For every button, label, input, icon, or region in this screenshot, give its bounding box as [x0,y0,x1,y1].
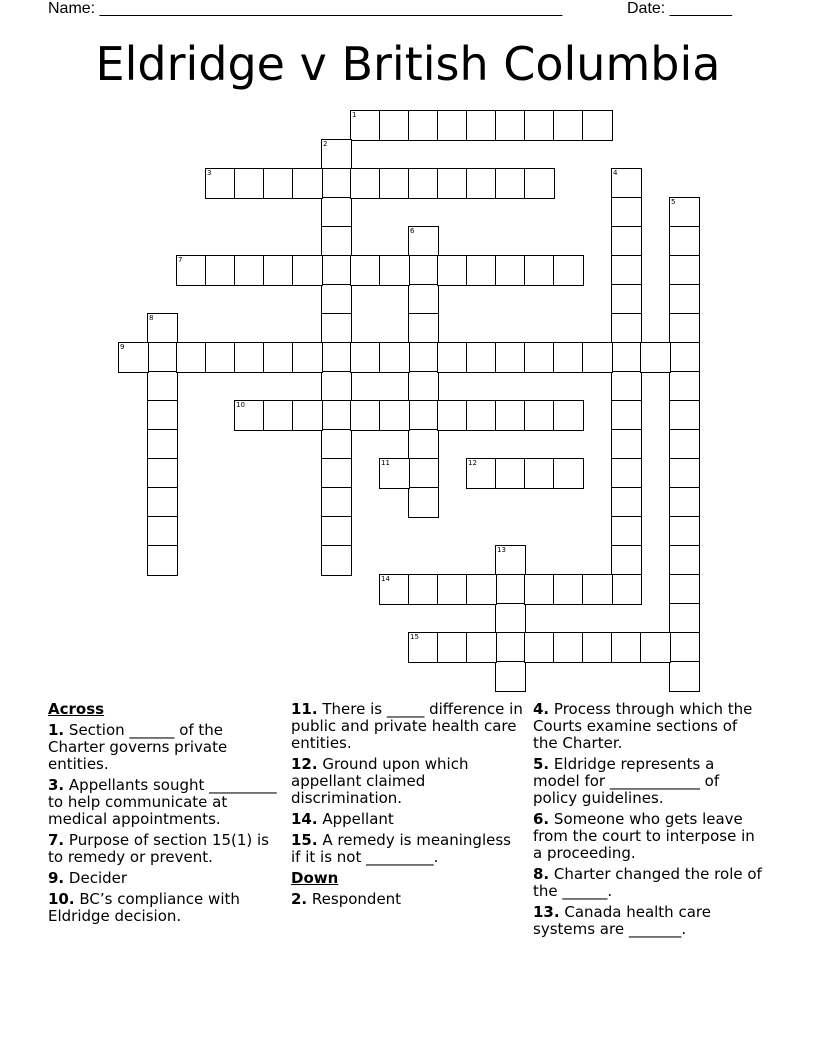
grid-cell[interactable] [437,110,468,141]
grid-cell[interactable] [379,255,410,286]
grid-cell[interactable] [321,313,352,344]
clue-across-1: 1. Section ______ of the Charter governs private entities. [48,721,228,773]
grid-cell[interactable] [408,574,439,605]
cell-number: 10 [236,401,245,409]
grid-cell[interactable] [437,632,468,663]
cell-number: 9 [120,343,125,351]
grid-cell[interactable] [321,226,352,257]
grid-cell[interactable] [408,226,439,257]
puzzle-title: Eldridge v British Columbia [95,37,721,91]
cell-number: 5 [671,198,676,206]
grid-cell[interactable] [350,400,381,431]
grid-cell[interactable] [669,429,700,460]
down-heading: Down [291,869,339,887]
grid-cell[interactable] [118,342,149,373]
clue-across-9: 9. Decider [48,869,128,887]
grid-cell[interactable] [176,255,207,286]
grid-cell[interactable] [524,342,555,373]
grid-cell[interactable] [205,168,236,199]
grid-cell[interactable] [669,197,700,228]
name-field-label: Name: ____________________________________________________ [48,0,563,17]
grid-cell[interactable] [669,458,700,489]
cell-number: 12 [468,459,477,467]
grid-cell[interactable] [408,429,439,460]
grid-cell[interactable] [669,516,700,547]
grid-cell[interactable] [350,255,381,286]
grid-cell[interactable] [321,487,352,518]
clue-down-4: 4. Process through which the Courts examine sections of the Charter. [533,700,753,752]
grid-cell[interactable] [321,458,352,489]
grid-cell[interactable] [321,284,352,315]
grid-cell[interactable] [669,255,700,286]
grid-cell[interactable] [611,487,642,518]
grid-cell[interactable] [263,400,294,431]
grid-cell[interactable] [553,458,584,489]
grid-cell[interactable] [321,371,352,402]
grid-cell[interactable] [437,574,468,605]
cell-number: 3 [207,169,212,177]
clue-down-6: 6. Someone who gets leave from the court to interpose in a proceeding. [533,810,755,862]
grid-cell[interactable] [379,342,410,373]
grid-cell[interactable] [263,255,294,286]
clues-column-1 [48,701,282,929]
grid-cell[interactable] [234,255,265,286]
grid-cell[interactable] [611,545,642,576]
grid-cell[interactable] [553,342,584,373]
grid-cell[interactable] [611,632,642,663]
grid-cell[interactable] [466,255,497,286]
clues-column-2 [291,701,525,912]
grid-cell[interactable] [147,429,178,460]
grid-cell[interactable] [408,458,439,489]
clue-across-12: 12. Ground upon which appellant claimed discrimination. [291,755,469,807]
clues-column-3 [533,701,763,942]
cell-number: 8 [149,314,154,322]
clue-across-10: 10. BC’s compliance with Eldridge decision. [48,890,240,925]
grid-cell[interactable] [553,255,584,286]
across-heading: Across [48,700,105,718]
grid-cell[interactable] [495,603,526,634]
cell-number: 6 [410,227,415,235]
grid-cell[interactable] [495,342,526,373]
cell-number: 2 [323,140,328,148]
grid-cell[interactable] [147,342,178,373]
grid-cell[interactable] [176,342,207,373]
cell-number: 1 [352,111,357,119]
grid-cell[interactable] [669,603,700,634]
grid-cell[interactable] [437,400,468,431]
grid-cell[interactable] [495,110,526,141]
grid-cell[interactable] [350,168,381,199]
grid-cell[interactable] [495,400,526,431]
grid-cell[interactable] [379,168,410,199]
cell-number: 7 [178,256,183,264]
grid-cell[interactable] [234,400,265,431]
grid-cell[interactable] [147,545,178,576]
grid-cell[interactable] [437,255,468,286]
grid-cell[interactable] [553,400,584,431]
grid-cell[interactable] [495,545,526,576]
grid-cell[interactable] [669,400,700,431]
grid-cell[interactable] [379,458,410,489]
grid-cell[interactable] [611,400,642,431]
grid-cell[interactable] [379,574,410,605]
cell-number: 11 [381,459,390,467]
grid-cell[interactable] [553,632,584,663]
grid-cell[interactable] [495,458,526,489]
grid-cell[interactable] [611,516,642,547]
grid-cell[interactable] [292,342,323,373]
grid-cell[interactable] [611,255,642,286]
grid-cell[interactable] [611,284,642,315]
grid-cell[interactable] [669,313,700,344]
grid-cell[interactable] [669,487,700,518]
grid-cell[interactable] [292,168,323,199]
grid-cell[interactable] [466,110,497,141]
grid-cell[interactable] [466,574,497,605]
grid-cell[interactable] [147,313,178,344]
grid-cell[interactable] [582,110,613,141]
grid-cell[interactable] [495,661,526,692]
grid-cell[interactable] [669,284,700,315]
date-field-label: Date: _______ [627,0,732,17]
clue-across-11: 11. There is _____ difference in public and private health care entities. [291,700,523,752]
grid-cell[interactable] [147,371,178,402]
grid-cell[interactable] [437,168,468,199]
grid-cell[interactable] [321,429,352,460]
grid-cell[interactable] [524,458,555,489]
grid-cell[interactable] [611,226,642,257]
grid-cell[interactable] [205,342,236,373]
grid-cell[interactable] [524,255,555,286]
grid-cell[interactable] [437,342,468,373]
grid-cell[interactable] [234,342,265,373]
grid-cell[interactable] [582,574,613,605]
grid-cell[interactable] [234,168,265,199]
grid-cell[interactable] [495,255,526,286]
grid-cell[interactable] [408,487,439,518]
grid-cell[interactable] [408,371,439,402]
grid-cell[interactable] [292,255,323,286]
grid-cell[interactable] [524,574,555,605]
clue-down-2: 2. Respondent [291,890,402,908]
grid-cell[interactable] [669,545,700,576]
grid-cell[interactable] [147,487,178,518]
grid-cell[interactable] [321,168,352,199]
grid-cell[interactable] [408,632,439,663]
grid-cell[interactable] [466,458,497,489]
grid-cell[interactable] [611,371,642,402]
grid-cell[interactable] [524,632,555,663]
grid-cell[interactable] [611,574,642,605]
clue-across-7: 7. Purpose of section 15(1) is to remedy or prevent. [48,831,269,866]
grid-cell[interactable] [205,255,236,286]
grid-cell[interactable] [669,342,700,373]
grid-cell[interactable] [292,400,323,431]
grid-cell[interactable] [147,400,178,431]
grid-cell[interactable] [669,371,700,402]
grid-cell[interactable] [553,574,584,605]
clue-across-14: 14. Appellant [291,810,394,828]
grid-cell[interactable] [524,110,555,141]
grid-cell[interactable] [408,400,439,431]
cell-number: 15 [410,633,419,641]
clue-across-15: 15. A remedy is meaningless if it is not _________. [291,831,511,866]
grid-cell[interactable] [669,226,700,257]
grid-cell[interactable] [524,168,555,199]
grid-cell[interactable] [495,574,526,605]
clue-down-5: 5. Eldridge represents a model for ____________ of policy guidelines. [533,755,720,807]
grid-cell[interactable] [611,313,642,344]
cell-number: 14 [381,575,390,583]
grid-cell[interactable] [669,632,700,663]
grid-cell[interactable] [321,545,352,576]
grid-cell[interactable] [640,342,671,373]
grid-cell[interactable] [263,168,294,199]
grid-cell[interactable] [640,632,671,663]
grid-cell[interactable] [147,458,178,489]
grid-cell[interactable] [611,429,642,460]
grid-cell[interactable] [379,110,410,141]
cell-number: 4 [613,169,618,177]
grid-cell[interactable] [611,168,642,199]
grid-cell[interactable] [466,168,497,199]
clue-across-3: 3. Appellants sought _________ to help communicate at medical appointments. [48,776,277,828]
grid-cell[interactable] [524,400,555,431]
grid-cell[interactable] [669,661,700,692]
cell-number: 13 [497,546,506,554]
grid-cell[interactable] [408,284,439,315]
grid-cell[interactable] [553,110,584,141]
grid-cell[interactable] [466,632,497,663]
grid-cell[interactable] [321,197,352,228]
clue-down-8: 8. Charter changed the role of the ______. [533,865,762,900]
grid-cell[interactable] [147,516,178,547]
grid-cell[interactable] [379,400,410,431]
clue-down-13: 13. Canada health care systems are _______. [533,903,711,938]
grid-cell[interactable] [350,110,381,141]
grid-cell[interactable] [582,342,613,373]
grid-cell[interactable] [582,632,613,663]
grid-cell[interactable] [495,168,526,199]
grid-cell[interactable] [408,168,439,199]
grid-cell[interactable] [321,255,352,286]
grid-cell[interactable] [321,516,352,547]
grid-cell[interactable] [611,342,642,373]
grid-cell[interactable] [408,255,439,286]
grid-cell[interactable] [495,632,526,663]
grid-cell[interactable] [321,342,352,373]
grid-cell[interactable] [611,197,642,228]
grid-cell[interactable] [408,342,439,373]
grid-cell[interactable] [669,574,700,605]
grid-cell[interactable] [466,400,497,431]
grid-cell[interactable] [408,313,439,344]
grid-cell[interactable] [263,342,294,373]
grid-cell[interactable] [408,110,439,141]
grid-cell[interactable] [350,342,381,373]
grid-cell[interactable] [466,342,497,373]
grid-cell[interactable] [321,139,352,170]
grid-cell[interactable] [611,458,642,489]
grid-cell[interactable] [321,400,352,431]
